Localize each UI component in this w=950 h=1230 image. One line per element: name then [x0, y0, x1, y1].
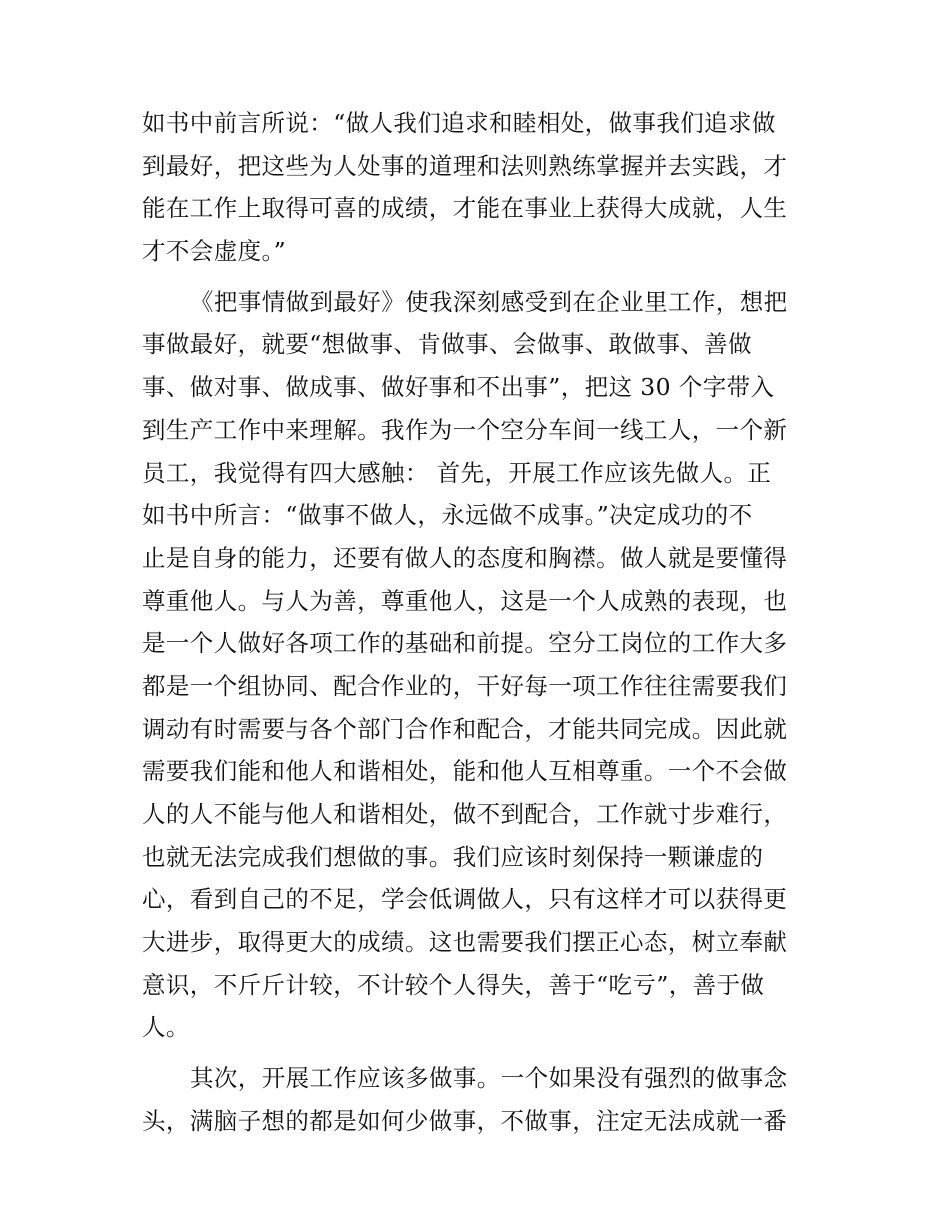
text-line: 能在工作上取得可喜的成绩，才能在事业上获得大成就，人生	[142, 194, 788, 223]
text-line: 大进步，取得更大的成绩。这也需要我们摆正心态，树立奉献	[142, 928, 788, 957]
paragraph-2	[142, 281, 814, 1049]
text-line: 调动有时需要与各个部门合作和配合，才能共同完成。因此就	[142, 714, 788, 743]
text-line-indented: 《把事情做到最好》使我深刻感受到在企业里工作，想把	[190, 287, 788, 316]
text-line: 才不会虚度。”	[142, 237, 287, 266]
text-line: 止是自身的能力，还要有做人的态度和胸襟。做人就是要懂得	[142, 543, 788, 572]
text-line: 如书中前言所说：“做人我们追求和睦相处，做事我们追求做	[142, 109, 776, 137]
text-line: 员工，我觉得有四大感触： 首先，开展工作应该先做人。正	[142, 458, 772, 487]
paragraph-gap	[142, 273, 814, 281]
text-line: 人。	[142, 1013, 190, 1042]
text-line: 也就无法完成我们想做的事。我们应该时刻保持一颗谦虚的	[142, 842, 764, 871]
text-line: 都是一个组协同、配合作业的，干好每一项工作往往需要我们	[142, 671, 788, 700]
text-line: 心，看到自己的不足，学会低调做人，只有这样才可以获得更	[142, 885, 788, 914]
text-line: 意识，不斤斤计较，不计较个人得失，善于“吃亏”，善于做	[142, 970, 765, 999]
text-line: 需要我们能和他人和谐相处，能和他人互相尊重。一个不会做	[142, 757, 788, 786]
document-body	[142, 102, 814, 1143]
text-line: 到生产工作中来理解。我作为一个空分车间一线工人，一个新	[142, 415, 788, 444]
text-line: 到最好，把这些为人处事的道理和法则熟练掌握并去实践，才	[142, 151, 788, 180]
paragraph-3	[142, 1057, 814, 1142]
text-line: 头，满脑子想的都是如何少做事，不做事，注定无法成就一番	[142, 1106, 788, 1135]
text-line-indented: 其次，开展工作应该多做事。一个如果没有强烈的做事念	[190, 1064, 788, 1093]
paragraph-gap	[142, 1049, 814, 1057]
text-line: 事做最好，就要“想做事、肯做事、会做事、敢做事、善做	[142, 330, 752, 359]
text-line: 人的人不能与他人和谐相处，做不到配合，工作就寸步难行，	[142, 800, 788, 828]
text-line: 事、做对事、做成事、做好事和不出事”，把这 30 个字带入	[142, 373, 775, 402]
paragraph-1	[142, 102, 814, 273]
text-line: 尊重他人。与人为善，尊重他人，这是一个人成熟的表现，也	[142, 586, 788, 615]
text-line: 是一个人做好各项工作的基础和前提。空分工岗位的工作大多	[142, 629, 788, 658]
text-line: 如书中所言：“做事不做人，永远做不成事。”决定成功的不	[142, 501, 753, 530]
